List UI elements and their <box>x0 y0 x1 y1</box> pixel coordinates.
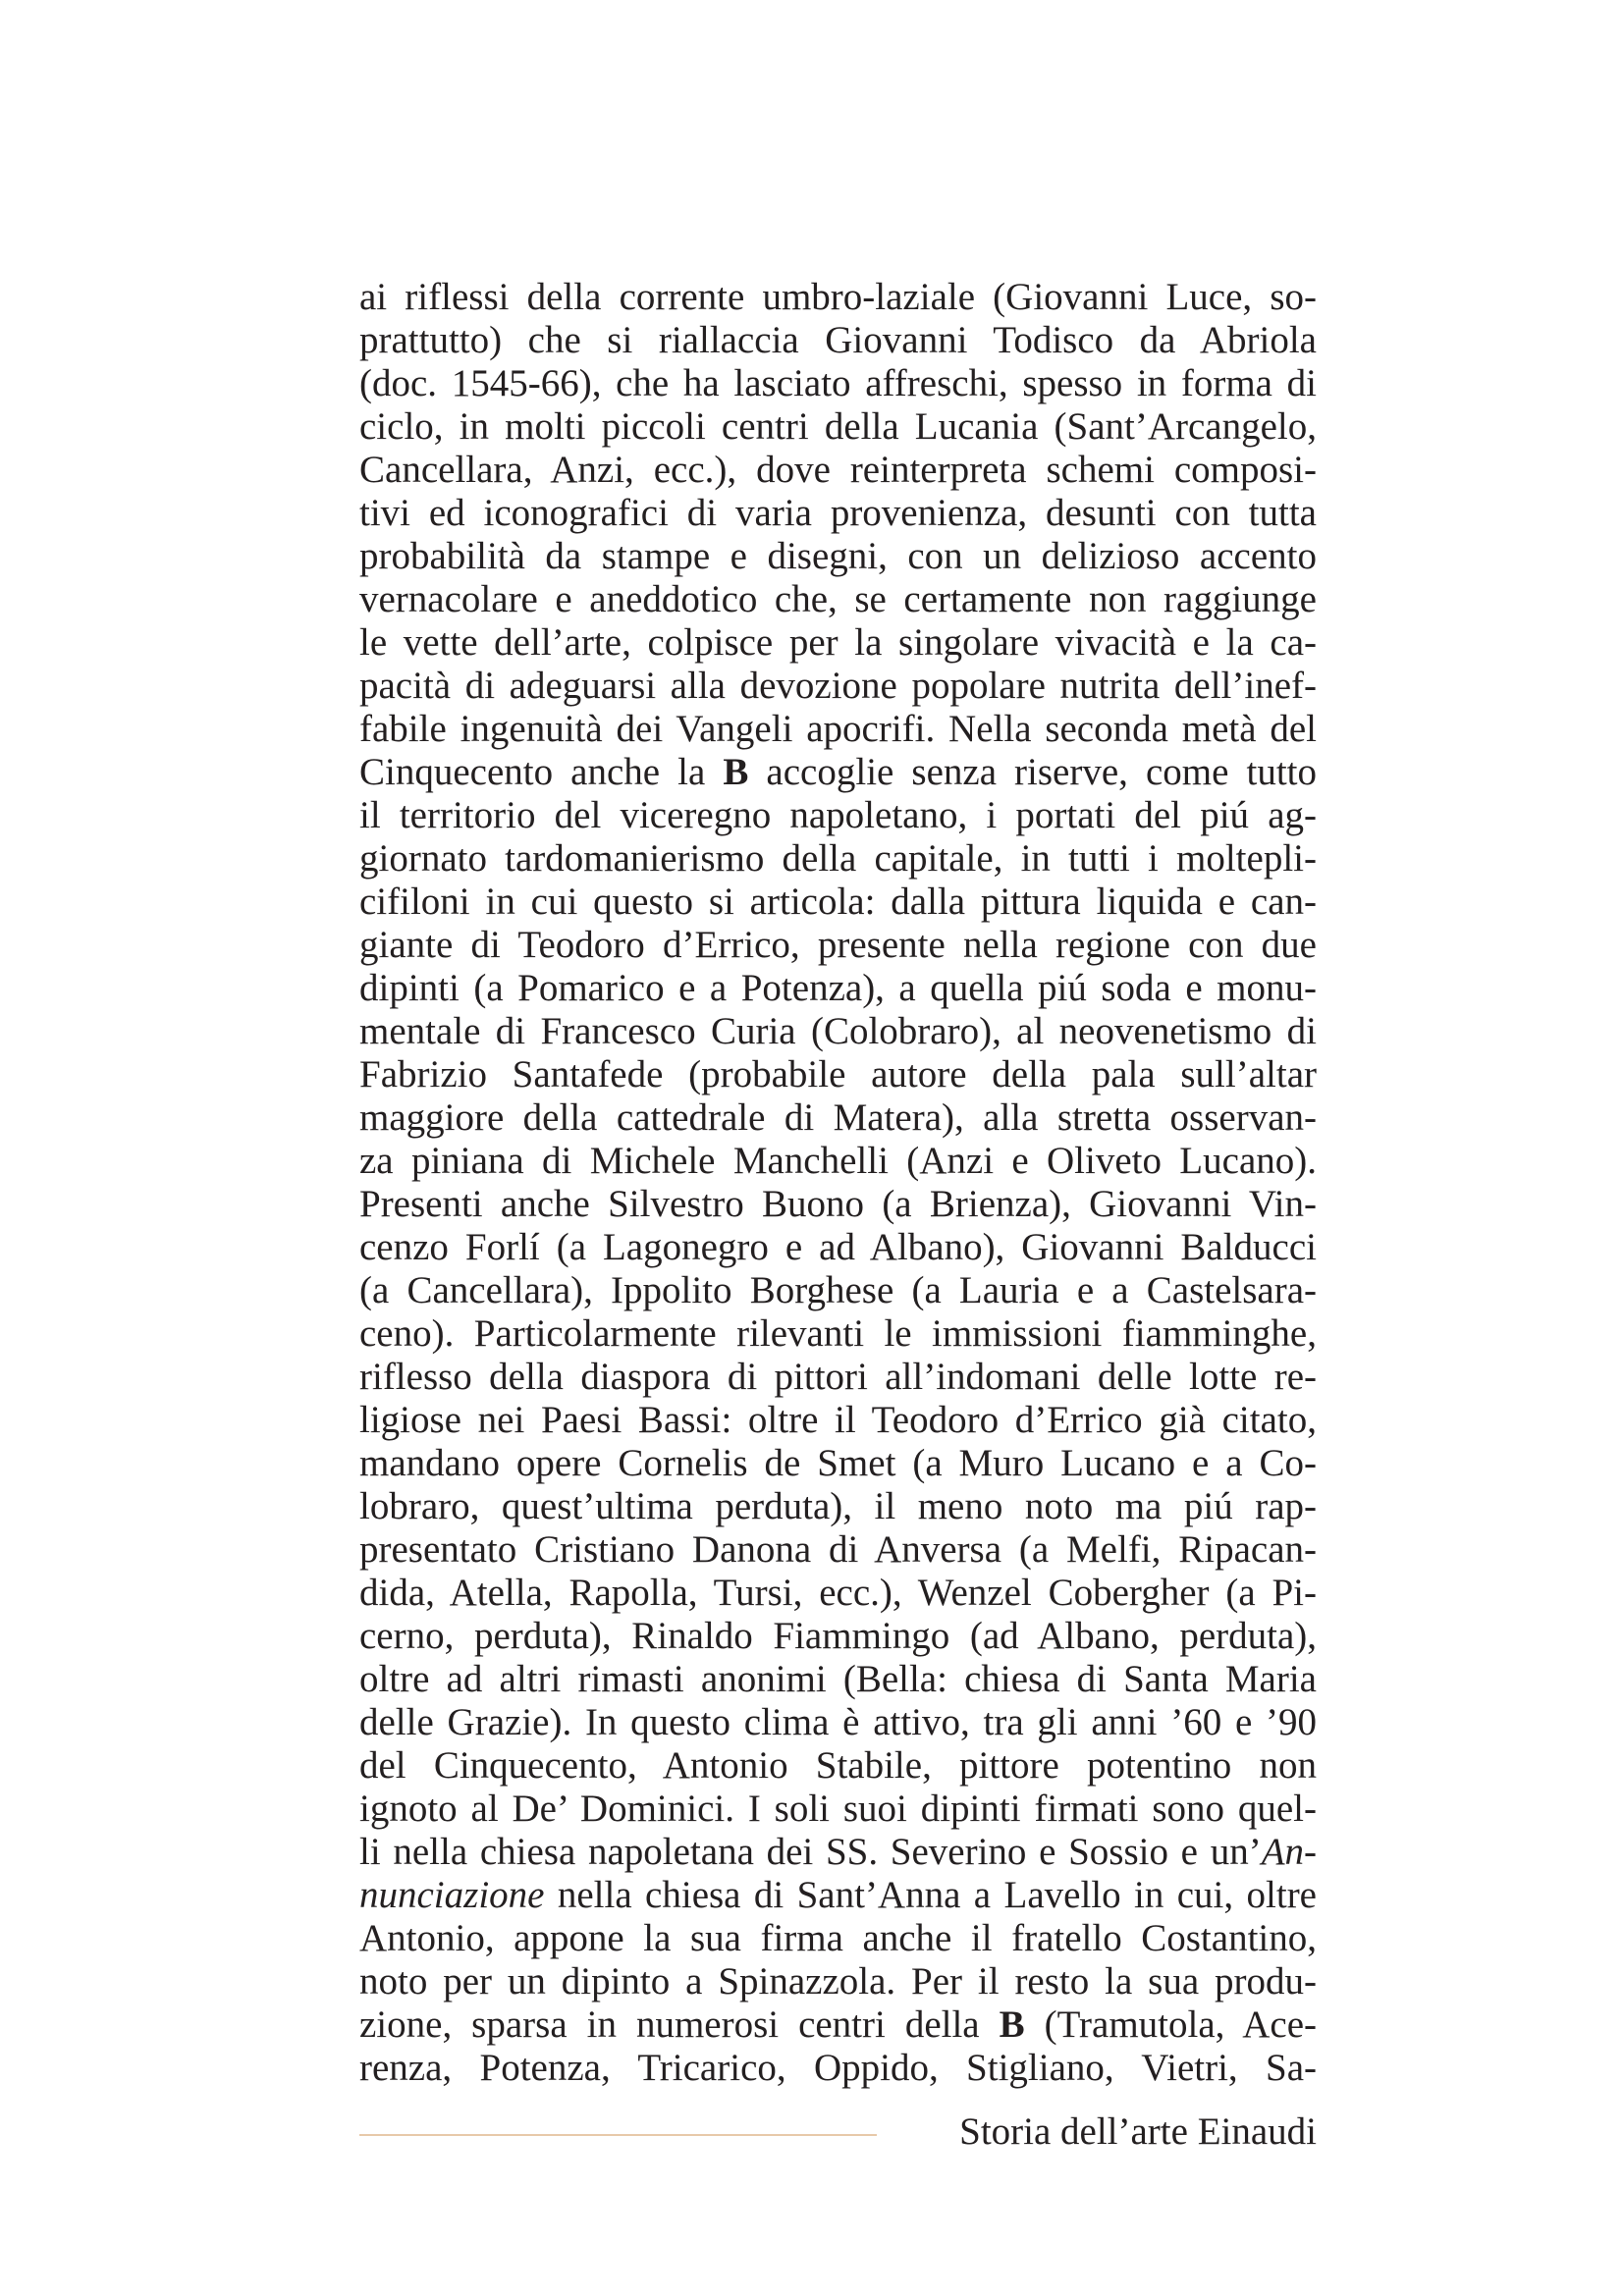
text-line: ciclo, in molti piccoli centri della Lucania (Sant’Arcangelo, <box>359 405 1317 448</box>
text-line: vernacolare e aneddotico che, se certamente non raggiunge <box>359 578 1317 620</box>
bold-abbreviation: B <box>723 751 749 793</box>
text-line: dida, Atella, Rapolla, Tursi, ecc.), Wenzel Cobergher (a Pi- <box>359 1572 1317 1614</box>
text-line: giornato tardomanierismo della capitale, in tutti i moltepli- <box>359 837 1317 880</box>
text-line: le vette dell’arte, colpisce per la singolare vivacità e la ca- <box>359 621 1317 664</box>
text-line: fabile ingenuità dei Vangeli apocrifi. Nella seconda metà del <box>359 708 1317 750</box>
text-line: Cinquecento anche la B accoglie senza riserve, come tutto <box>359 751 1317 793</box>
text-line: ligiose nei Paesi Bassi: oltre il Teodoro d’Errico già citato, <box>359 1399 1317 1441</box>
text-line: oltre ad altri rimasti anonimi (Bella: chiesa di Santa Maria <box>359 1658 1317 1700</box>
italic-title: nunciazione <box>359 1874 545 1916</box>
footer-divider <box>359 2134 877 2136</box>
text-line: delle Grazie). In questo clima è attivo, tra gli anni ’60 e ’90 <box>359 1701 1317 1743</box>
text-line: prattutto) che si riallaccia Giovanni Todisco da Abriola <box>359 319 1317 361</box>
text-line: noto per un dipinto a Spinazzola. Per il resto la sua produ- <box>359 1960 1317 2002</box>
text-line: Cancellara, Anzi, ecc.), dove reinterpreta schemi composi- <box>359 449 1317 491</box>
footer-title: Storia dell’arte Einaudi <box>959 2110 1317 2153</box>
text-line: Fabrizio Santafede (probabile autore della pala sull’altar <box>359 1053 1317 1095</box>
text-line: Presenti anche Silvestro Buono (a Brienza), Giovanni Vin- <box>359 1183 1317 1225</box>
text-line: riflesso della diaspora di pittori all’indomani delle lotte re- <box>359 1356 1317 1398</box>
text-line: ignoto al De’ Dominici. I soli suoi dipinti firmati sono quel- <box>359 1788 1317 1830</box>
text-line: nunciazione nella chiesa di Sant’Anna a Lavello in cui, oltre <box>359 1874 1317 1916</box>
body-text <box>359 276 1317 2090</box>
italic-title: An- <box>1261 1831 1317 1873</box>
text-line: maggiore della cattedrale di Matera), alla stretta osservan- <box>359 1096 1317 1139</box>
text-line: tivi ed iconografici di varia provenienza, desunti con tutta <box>359 492 1317 534</box>
text-line: presentato Cristiano Danona di Anversa (a Melfi, Ripacan- <box>359 1528 1317 1571</box>
text-line: (a Cancellara), Ippolito Borghese (a Lauria e a Castelsara- <box>359 1269 1317 1311</box>
text-line: zione, sparsa in numerosi centri della B (Tramutola, Ace- <box>359 2003 1317 2046</box>
text-line: Antonio, appone la sua firma anche il fratello Costantino, <box>359 1917 1317 1959</box>
text-line: dipinti (a Pomarico e a Potenza), a quella piú soda e monu- <box>359 967 1317 1009</box>
text-line: ai riflessi della corrente umbro-laziale (Giovanni Luce, so- <box>359 276 1317 318</box>
text-line: il territorio del viceregno napoletano, i portati del piú ag- <box>359 794 1317 836</box>
text-line: mentale di Francesco Curia (Colobraro), al neovenetismo di <box>359 1010 1317 1052</box>
text-line: cerno, perduta), Rinaldo Fiammingo (ad Albano, perduta), <box>359 1615 1317 1657</box>
text-line: probabilità da stampe e disegni, con un delizioso accento <box>359 535 1317 577</box>
text-line: ceno). Particolarmente rilevanti le immissioni fiamminghe, <box>359 1312 1317 1355</box>
text-line: cenzo Forlí (a Lagonegro e ad Albano), Giovanni Balducci <box>359 1226 1317 1268</box>
text-line: li nella chiesa napoletana dei SS. Severino e Sossio e un’An- <box>359 1831 1317 1873</box>
text-line: giante di Teodoro d’Errico, presente nella regione con due <box>359 924 1317 966</box>
text-line: renza, Potenza, Tricarico, Oppido, Stigliano, Vietri, Sa- <box>359 2047 1317 2089</box>
text-line: del Cinquecento, Antonio Stabile, pittore potentino non <box>359 1744 1317 1787</box>
text-line: cifiloni in cui questo si articola: dalla pittura liquida e can- <box>359 881 1317 923</box>
text-line: (doc. 1545-66), che ha lasciato affreschi, spesso in forma di <box>359 362 1317 404</box>
text-line: mandano opere Cornelis de Smet (a Muro Lucano e a Co- <box>359 1442 1317 1484</box>
text-line: lobraro, quest’ultima perduta), il meno noto ma piú rap- <box>359 1485 1317 1527</box>
text-line: za piniana di Michele Manchelli (Anzi e Oliveto Lucano). <box>359 1140 1317 1182</box>
text-line: pacità di adeguarsi alla devozione popolare nutrita dell’inef- <box>359 665 1317 707</box>
bold-abbreviation: B <box>999 2003 1025 2046</box>
